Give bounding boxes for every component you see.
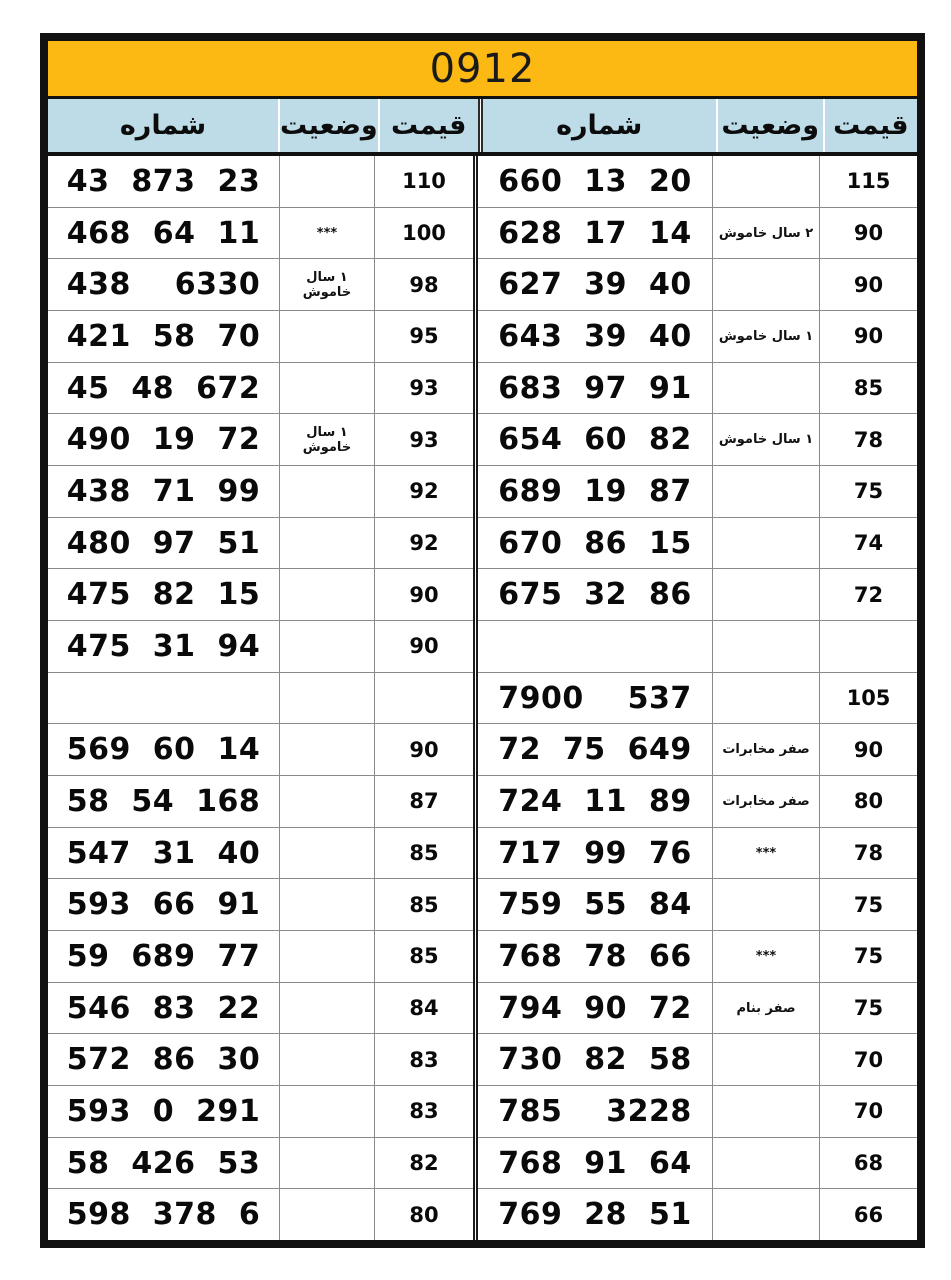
title-bar	[48, 41, 917, 99]
cell-price: 87	[409, 789, 439, 814]
cell-phone-number: 569 60 14	[48, 724, 280, 775]
table-row	[478, 414, 917, 466]
table-row	[48, 569, 473, 621]
cell-price	[375, 673, 473, 724]
cell-phone-number: 475 82 15	[48, 569, 280, 620]
cell-status	[280, 931, 375, 982]
cell-price: 75	[853, 479, 884, 504]
cell-phone-number: 438 6330	[48, 259, 280, 310]
cell-status	[280, 776, 375, 827]
cell-price: 85	[853, 376, 884, 401]
table-row	[478, 1138, 917, 1190]
cell-phone-number: 654 60 82	[478, 414, 713, 465]
table-row	[478, 1086, 917, 1138]
table-row	[478, 673, 917, 725]
table-row	[48, 1034, 473, 1086]
cell-status	[713, 673, 820, 724]
cell-status: ۱ سال خاموش	[713, 414, 820, 465]
cell-price: 93	[409, 376, 439, 401]
cell-status	[280, 518, 375, 569]
table-row	[478, 518, 917, 570]
cell-phone-number: 769 28 51	[478, 1189, 713, 1240]
table-row	[48, 363, 473, 415]
cell-price: 90	[853, 324, 884, 349]
table-row	[48, 828, 473, 880]
cell-status	[713, 1138, 820, 1189]
cell-status	[713, 621, 820, 672]
cell-price: 83	[409, 1099, 439, 1124]
table-row	[48, 466, 473, 518]
cell-price: 98	[409, 272, 439, 297]
cell-phone-number: 717 99 76	[478, 828, 713, 879]
cell-price: 84	[409, 996, 439, 1021]
price-list-frame	[40, 33, 925, 1248]
table-row	[478, 621, 917, 673]
cell-phone-number: 421 58 70	[48, 311, 280, 362]
cell-phone-number: 785 3228	[478, 1086, 713, 1137]
cell-phone-number: 546 83 22	[48, 983, 280, 1034]
cell-status	[280, 879, 375, 930]
cell-price: 85	[409, 944, 439, 969]
table-row	[48, 518, 473, 570]
table-row	[478, 776, 917, 828]
cell-phone-number: 759 55 84	[478, 879, 713, 930]
table-row	[478, 208, 917, 260]
cell-phone-number: 438 71 99	[48, 466, 280, 517]
cell-status: ۱ سال خاموش	[280, 259, 375, 310]
cell-phone-number: 58 426 53	[48, 1138, 280, 1189]
cell-status	[713, 1034, 820, 1085]
table-body	[48, 156, 917, 1240]
cell-status	[280, 1138, 375, 1189]
header-status-right: وضعیت	[718, 99, 825, 152]
cell-status	[280, 621, 375, 672]
cell-phone-number: 45 48 672	[48, 363, 280, 414]
cell-phone-number: 683 97 91	[478, 363, 713, 414]
cell-phone-number: 689 19 87	[478, 466, 713, 517]
cell-status: ***	[713, 828, 820, 879]
cell-status	[280, 311, 375, 362]
cell-price: 75	[853, 944, 884, 969]
cell-phone-number: 593 66 91	[48, 879, 280, 930]
header-number-right: شماره	[483, 99, 718, 152]
table-row	[478, 828, 917, 880]
cell-price: 70	[853, 1099, 884, 1124]
cell-price	[820, 621, 917, 672]
cell-phone-number: 58 54 168	[48, 776, 280, 827]
cell-status: ۱ سال خاموش	[713, 311, 820, 362]
table-row	[478, 931, 917, 983]
table-row	[48, 983, 473, 1035]
table-row	[478, 983, 917, 1035]
table-row	[48, 311, 473, 363]
cell-phone-number: 794 90 72	[478, 983, 713, 1034]
cell-status	[713, 466, 820, 517]
cell-phone-number: 675 32 86	[478, 569, 713, 620]
cell-price: 92	[409, 479, 439, 504]
cell-price: 70	[853, 1047, 884, 1072]
cell-price: 80	[409, 1202, 439, 1227]
cell-price: 85	[409, 841, 439, 866]
cell-status	[280, 673, 375, 724]
cell-phone-number: 768 91 64	[478, 1138, 713, 1189]
cell-price: 66	[853, 1202, 884, 1227]
table-row	[48, 879, 473, 931]
cell-status: ***	[713, 931, 820, 982]
table-row	[48, 1086, 473, 1138]
cell-status	[713, 518, 820, 569]
cell-price: 92	[409, 531, 439, 556]
cell-phone-number: 598 378 6	[48, 1189, 280, 1240]
cell-phone-number: 768 78 66	[478, 931, 713, 982]
cell-status	[280, 156, 375, 207]
table-row	[48, 776, 473, 828]
cell-price: 85	[409, 892, 439, 917]
cell-price: 72	[853, 582, 884, 607]
table-row	[478, 569, 917, 621]
cell-price: 75	[853, 996, 884, 1021]
cell-phone-number: 660 13 20	[478, 156, 713, 207]
cell-status	[713, 1189, 820, 1240]
cell-price: 83	[409, 1047, 439, 1072]
cell-status: ۲ سال خاموش	[713, 208, 820, 259]
cell-phone-number: 59 689 77	[48, 931, 280, 982]
table-header-row	[48, 99, 917, 156]
right-table	[478, 156, 917, 1240]
cell-phone-number: 72 75 649	[478, 724, 713, 775]
cell-status	[280, 363, 375, 414]
table-row	[48, 931, 473, 983]
cell-price: 90	[409, 582, 439, 607]
cell-status	[280, 1034, 375, 1085]
table-row	[478, 363, 917, 415]
cell-price: 75	[853, 892, 884, 917]
cell-phone-number	[48, 673, 280, 724]
cell-price: 90	[409, 634, 439, 659]
table-row	[48, 208, 473, 260]
table-row	[478, 156, 917, 208]
table-row	[478, 879, 917, 931]
cell-status	[280, 724, 375, 775]
table-row	[48, 1189, 473, 1240]
cell-price: 90	[853, 221, 884, 245]
cell-phone-number: 490 19 72	[48, 414, 280, 465]
cell-status	[280, 983, 375, 1034]
cell-status	[713, 569, 820, 620]
cell-phone-number: 480 97 51	[48, 518, 280, 569]
cell-price: 74	[853, 531, 884, 556]
header-number-left: شماره	[48, 99, 280, 152]
cell-price: 110	[402, 169, 446, 194]
cell-phone-number: 468 64 11	[48, 208, 280, 259]
cell-price: 90	[409, 737, 439, 762]
header-status-left: وضعیت	[280, 99, 380, 152]
cell-phone-number: 547 31 40	[48, 828, 280, 879]
page-title: 0912	[429, 45, 536, 92]
cell-phone-number: 475 31 94	[48, 621, 280, 672]
cell-status: صفر مخابرات	[713, 724, 820, 775]
table-row	[48, 259, 473, 311]
cell-status	[713, 1086, 820, 1137]
cell-price: 68	[853, 1151, 884, 1176]
table-row	[478, 1189, 917, 1240]
cell-price: 78	[853, 427, 884, 452]
cell-price: 100	[402, 221, 446, 245]
cell-status: صفر بنام	[713, 983, 820, 1034]
cell-status: ***	[280, 208, 375, 259]
table-row	[48, 1138, 473, 1190]
cell-phone-number: 627 39 40	[478, 259, 713, 310]
cell-price: 93	[409, 427, 439, 452]
cell-phone-number: 628 17 14	[478, 208, 713, 259]
table-row	[478, 1034, 917, 1086]
table-row	[48, 724, 473, 776]
cell-status: ۱ سال خاموش	[280, 414, 375, 465]
cell-price: 80	[853, 789, 884, 814]
cell-price: 115	[846, 169, 891, 194]
cell-phone-number: 643 39 40	[478, 311, 713, 362]
header-price-right: قیمت	[825, 99, 917, 152]
header-price-left: قیمت	[380, 99, 478, 152]
table-row	[478, 311, 917, 363]
left-table	[48, 156, 473, 1240]
cell-phone-number: 730 82 58	[478, 1034, 713, 1085]
cell-phone-number: 670 86 15	[478, 518, 713, 569]
cell-status	[280, 1189, 375, 1240]
cell-phone-number: 7900 537	[478, 673, 713, 724]
cell-phone-number: 572 86 30	[48, 1034, 280, 1085]
cell-price: 95	[409, 324, 439, 349]
table-row	[478, 724, 917, 776]
cell-phone-number: 724 11 89	[478, 776, 713, 827]
cell-price: 78	[853, 841, 884, 866]
table-row	[48, 673, 473, 725]
cell-status	[713, 879, 820, 930]
cell-status	[280, 569, 375, 620]
cell-status	[713, 156, 820, 207]
cell-status	[713, 363, 820, 414]
cell-price: 90	[853, 272, 884, 297]
table-row	[478, 466, 917, 518]
cell-price: 90	[853, 737, 884, 762]
cell-phone-number	[478, 621, 713, 672]
cell-phone-number: 593 0 291	[48, 1086, 280, 1137]
table-row	[48, 621, 473, 673]
cell-status	[280, 1086, 375, 1137]
cell-price: 82	[409, 1151, 439, 1176]
cell-status	[280, 828, 375, 879]
cell-status	[713, 259, 820, 310]
cell-status: صفر مخابرات	[713, 776, 820, 827]
cell-price: 105	[846, 686, 891, 711]
table-row	[478, 259, 917, 311]
table-row	[48, 156, 473, 208]
table-row	[48, 414, 473, 466]
cell-phone-number: 43 873 23	[48, 156, 280, 207]
cell-status	[280, 466, 375, 517]
